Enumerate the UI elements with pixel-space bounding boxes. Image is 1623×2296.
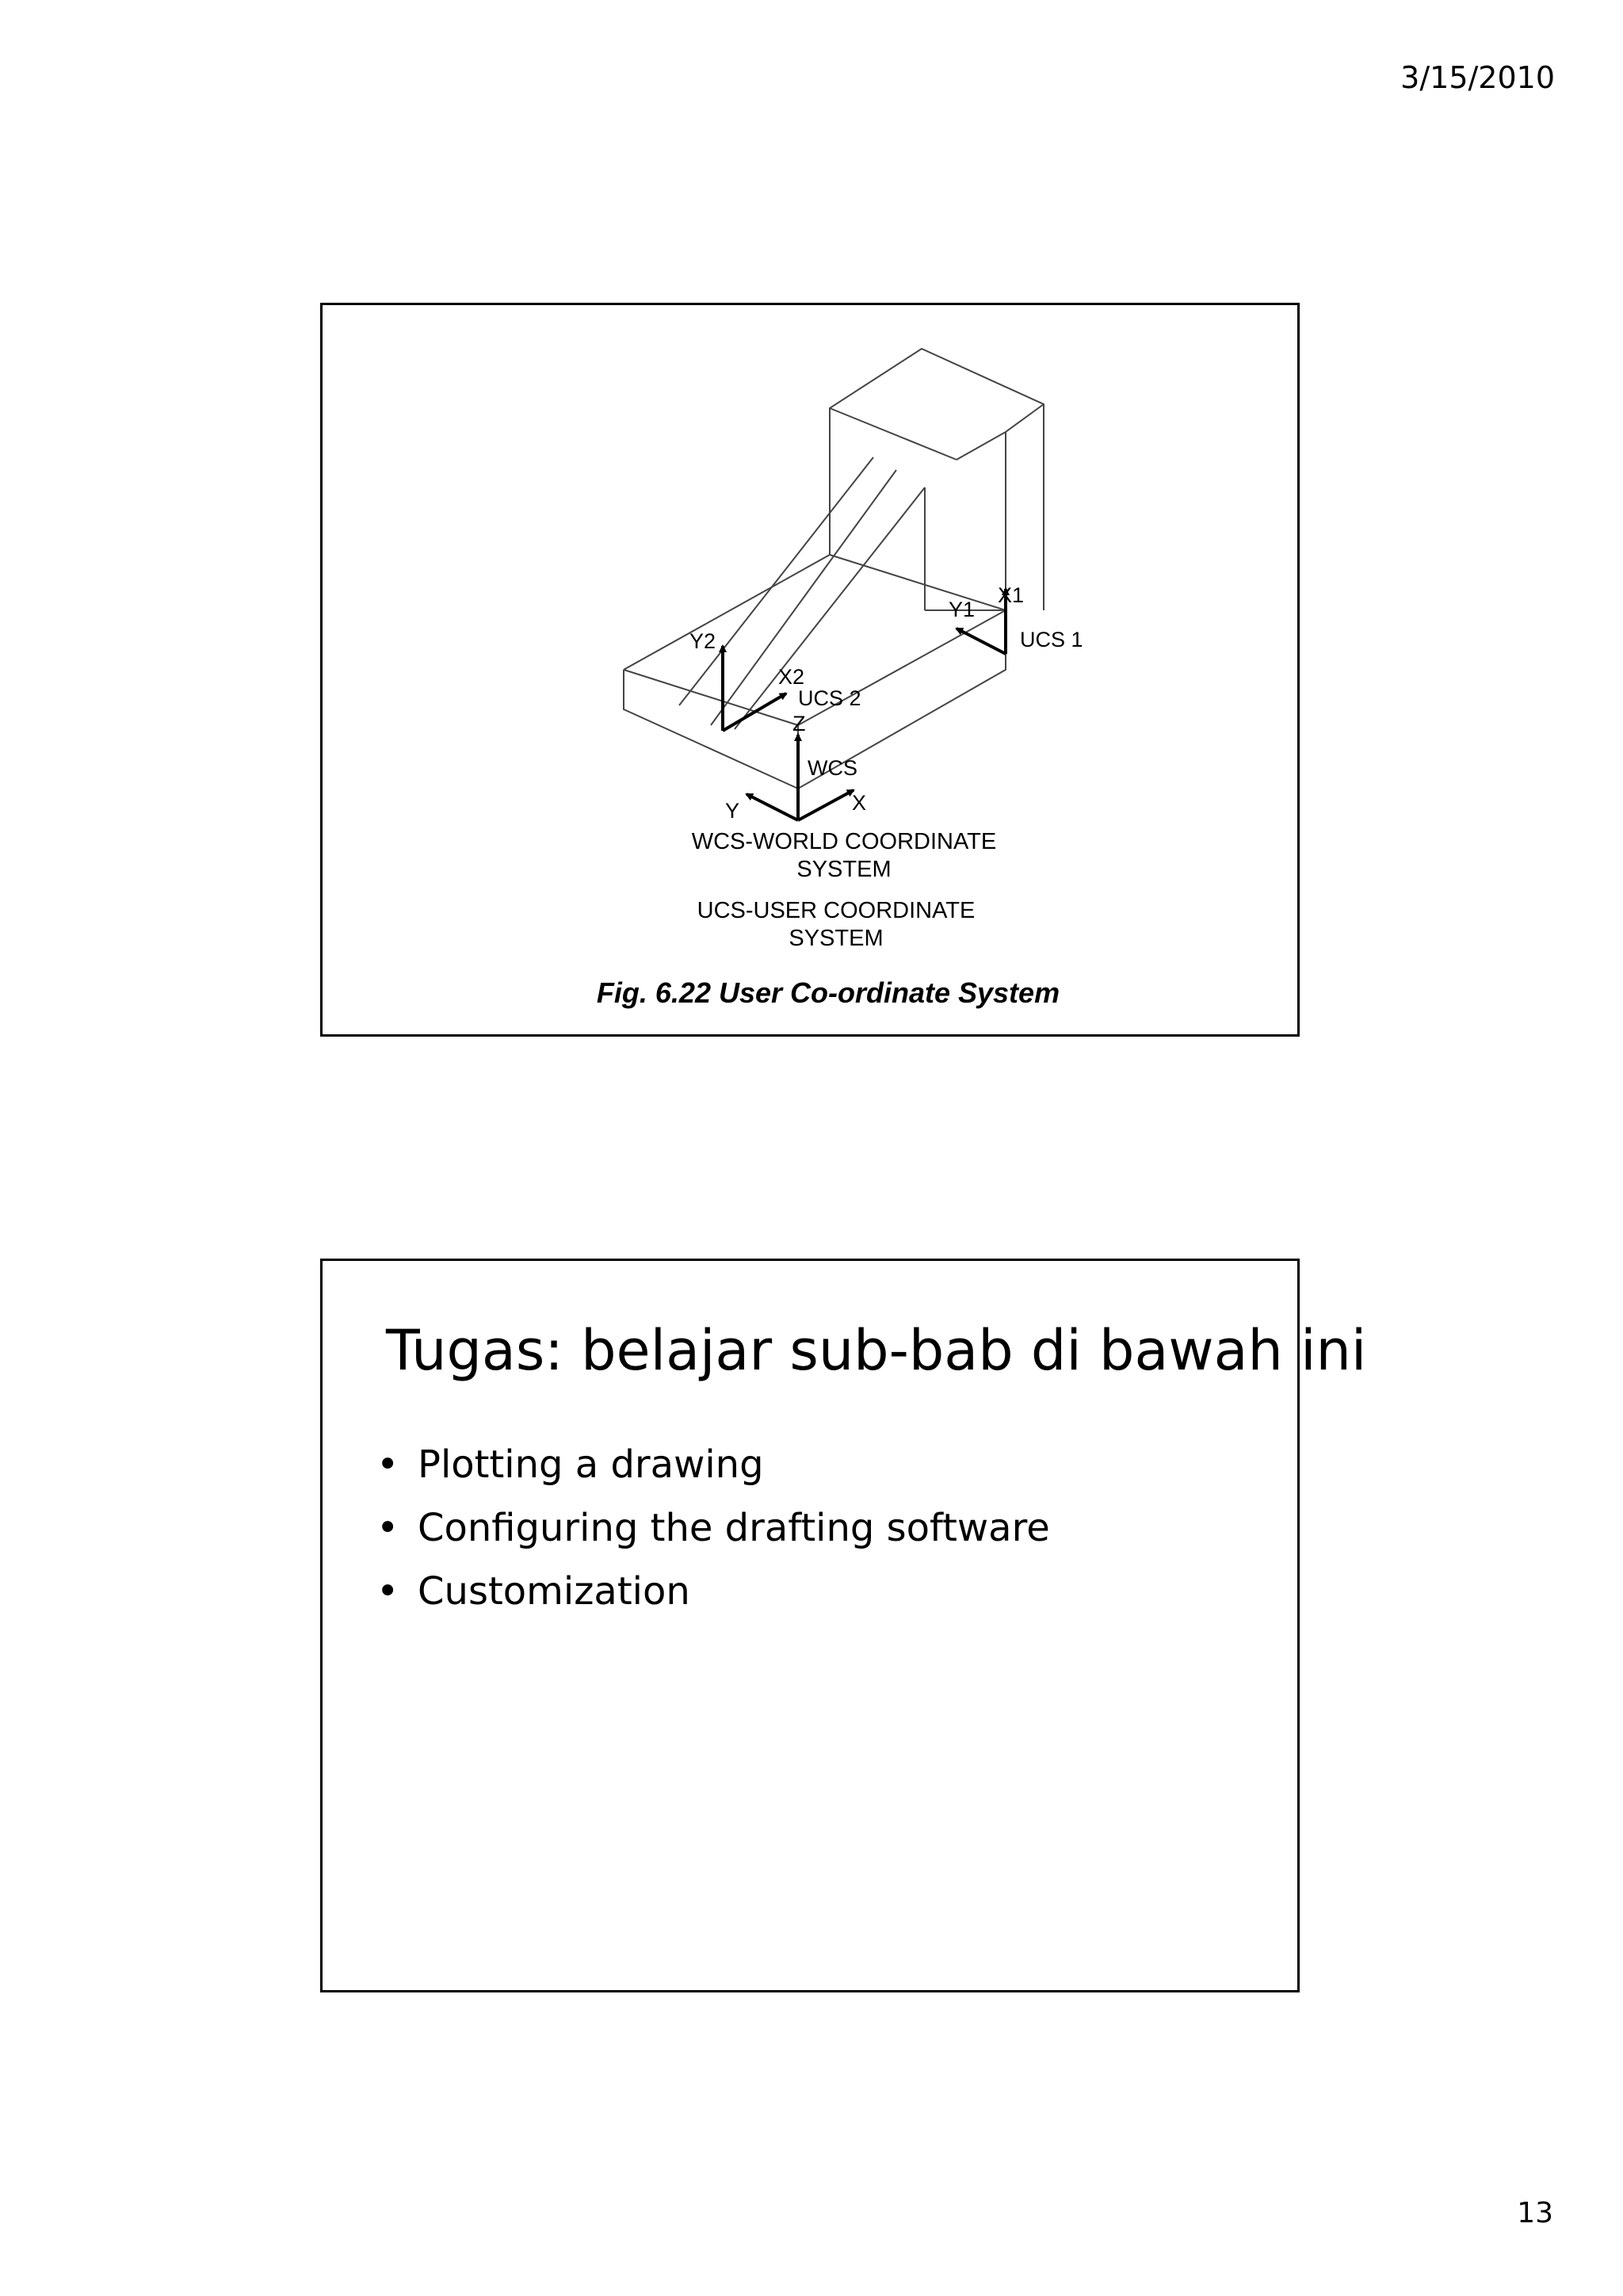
legend-ucs-line1: UCS-USER COORDINATE [697, 898, 976, 923]
bullet-list [376, 1439, 1050, 1629]
label-y2: Y2 [689, 629, 716, 653]
page-date: 3/15/2010 [1400, 60, 1555, 95]
label-y: Y [725, 799, 740, 823]
list-item-text: Customization [418, 1569, 690, 1614]
page-number: 13 [1517, 2197, 1553, 2229]
legend-ucs-line2: SYSTEM [789, 926, 884, 951]
list-item [376, 1503, 1050, 1566]
list-item-text: Plotting a drawing [418, 1442, 764, 1487]
label-z: Z [792, 712, 806, 735]
label-ucs2: UCS 2 [798, 686, 861, 710]
label-x1: X1 [998, 583, 1025, 607]
label-x2: X2 [778, 665, 805, 689]
label-x: X [852, 791, 867, 815]
list-item [376, 1439, 1050, 1503]
list-item-text: Configuring the drafting software [418, 1506, 1050, 1550]
slide-task [320, 1259, 1367, 1992]
legend-wcs-line1: WCS-WORLD COORDINATE [691, 829, 997, 854]
bullet-dot: • [376, 1569, 399, 1614]
legend-wcs-line2: SYSTEM [796, 857, 892, 882]
label-y1: Y1 [949, 598, 976, 621]
list-item [376, 1566, 1050, 1629]
slide-figure [320, 303, 1300, 1037]
ucs-isometric-figure [323, 305, 1297, 1034]
figure-caption: Fig. 6.22 User Co-ordinate System [596, 976, 1060, 1009]
slide-title: Tugas: belajar sub-bab di bawah ini [386, 1318, 1367, 1383]
label-wcs: WCS [808, 756, 857, 780]
bullet-dot: • [376, 1506, 399, 1550]
block-outline [624, 349, 1044, 789]
bullet-dot: • [376, 1442, 399, 1487]
label-ucs1: UCS 1 [1020, 628, 1083, 651]
